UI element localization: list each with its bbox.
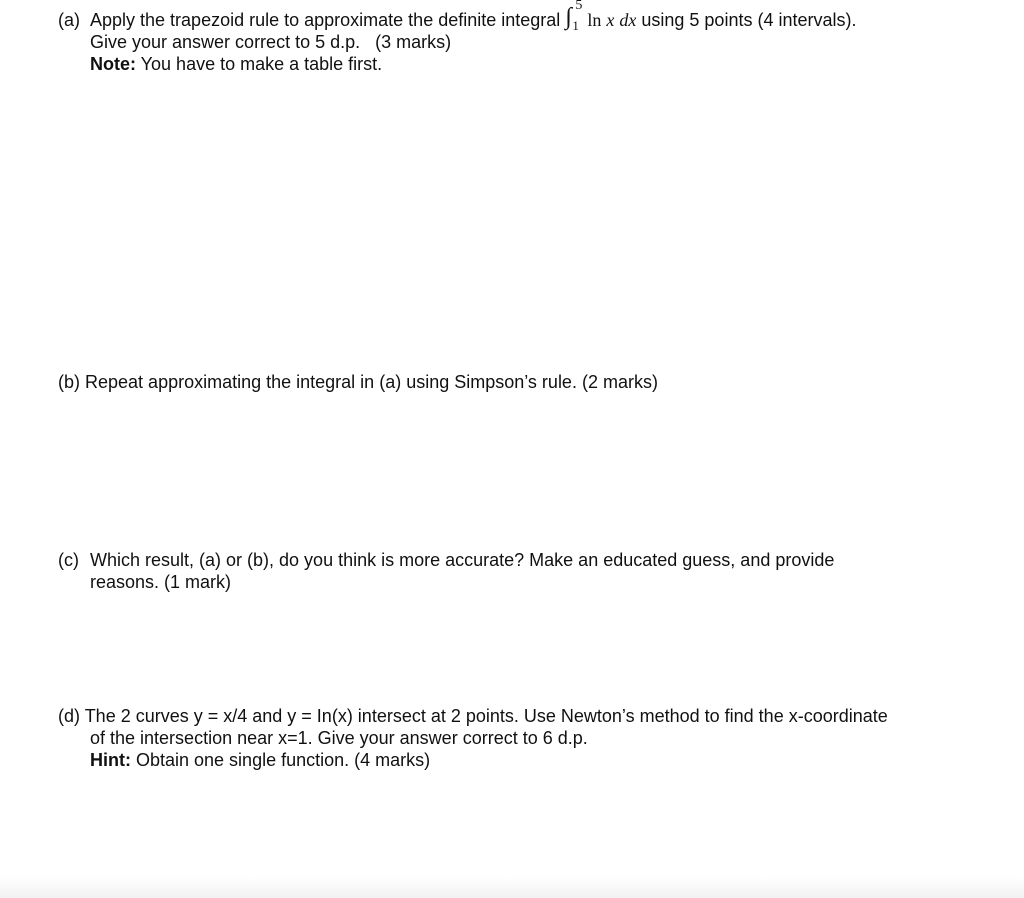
differential-variable: x — [628, 10, 637, 30]
question-a-line-2: Give your answer correct to 5 d.p. (3 marks) — [90, 32, 452, 52]
question-b — [58, 371, 998, 393]
question-d-line-1 — [58, 705, 998, 727]
question-d — [58, 705, 998, 771]
question-c-text: Which result, (a) or (b), do you think is more accurate? Make an educated guess, and provide — [90, 550, 835, 570]
question-b-line-1 — [58, 371, 998, 393]
integrand-function: ln — [587, 10, 602, 30]
note-label: Note: — [90, 54, 136, 74]
question-a-note — [58, 53, 998, 75]
question-d-line-2: of the intersection near x=1. Give your answer correct to 6 d.p. — [90, 728, 588, 748]
question-a-text: Apply the trapezoid rule to approximate the definite integral — [90, 10, 561, 30]
integrand-variable: x — [606, 10, 615, 30]
question-b-label: (b) — [58, 372, 80, 392]
question-d-label: (d) — [58, 706, 80, 726]
integral-lower-limit: 1 — [572, 18, 579, 33]
hint-label: Hint: — [90, 750, 131, 770]
page-bottom-edge — [0, 876, 1024, 898]
differential-d: d — [619, 10, 629, 30]
hint-text: Obtain one single function. (4 marks) — [130, 750, 431, 770]
question-a — [58, 0, 998, 75]
question-b-text: Repeat approximating the integral in (a) using Simpson’s rule. (2 marks) — [85, 372, 658, 392]
question-d-text: The 2 curves y = x/4 and y = In(x) intersect at 2 points. Use Newton’s method to find the x-coordinate — [84, 706, 888, 726]
question-c-label: (c) — [58, 550, 79, 570]
note-text: You have to make a table first. — [136, 54, 383, 74]
question-a-label: (a) — [58, 10, 80, 30]
integral-sign: ∫ — [565, 4, 572, 30]
question-c — [58, 549, 998, 593]
question-c-line-2: reasons. (1 mark) — [90, 572, 232, 592]
integral-upper-limit: 5 — [575, 0, 583, 13]
integral-expression — [565, 0, 587, 33]
question-a-line-1 — [58, 0, 998, 33]
question-c-line-1 — [58, 549, 998, 571]
question-a-text-after: using 5 points (4 intervals). — [641, 10, 857, 30]
question-d-hint — [58, 749, 998, 771]
